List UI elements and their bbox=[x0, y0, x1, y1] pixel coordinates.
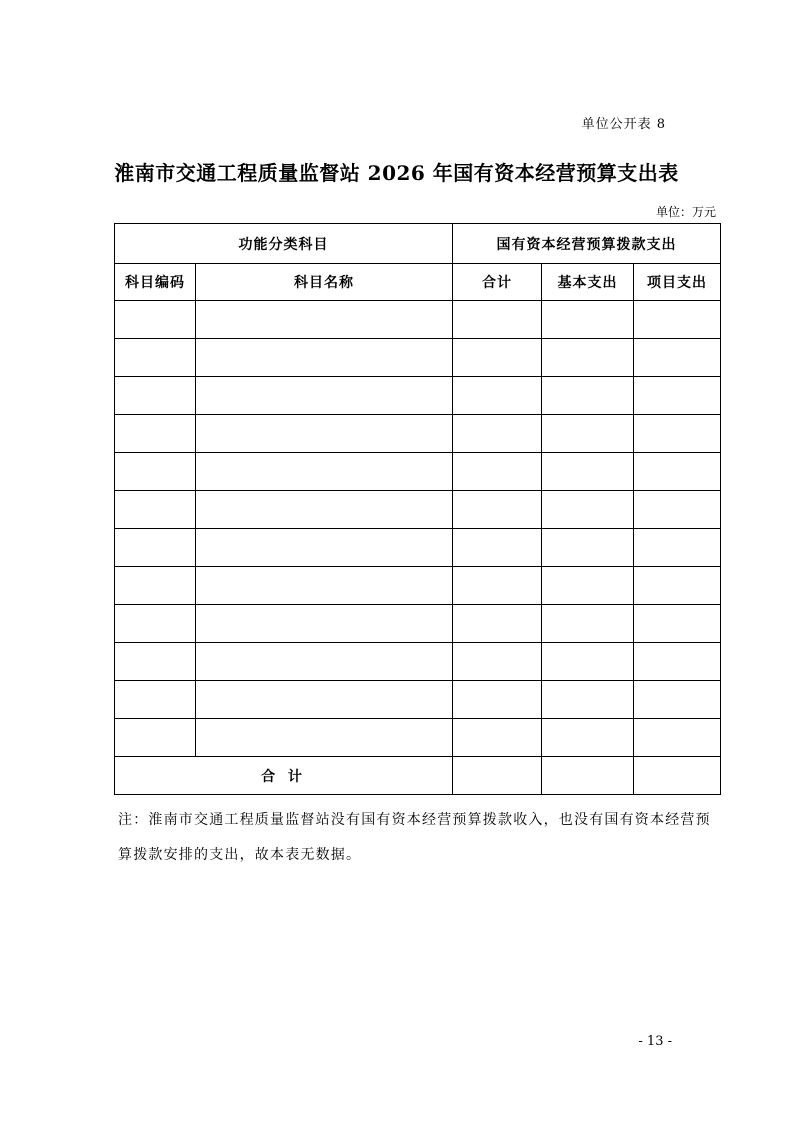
subject-code-cell bbox=[115, 567, 196, 605]
basic-expenditure-cell bbox=[542, 605, 634, 643]
basic-expenditure-cell bbox=[542, 377, 634, 415]
total-row-basic-cell bbox=[542, 757, 634, 795]
table-column-header-row bbox=[115, 264, 721, 301]
unit-label: 单位：万元 bbox=[655, 205, 716, 219]
subject-code-cell bbox=[115, 491, 196, 529]
table-body bbox=[115, 301, 721, 795]
basic-expenditure-cell bbox=[542, 567, 634, 605]
basic-expenditure-cell bbox=[542, 529, 634, 567]
subject-name-cell bbox=[196, 643, 453, 681]
project-expenditure-cell bbox=[634, 377, 721, 415]
total-row-label: 合 计 bbox=[115, 757, 453, 795]
basic-expenditure-header: 基本支出 bbox=[542, 264, 634, 301]
total-cell bbox=[453, 415, 542, 453]
subject-code-cell bbox=[115, 605, 196, 643]
project-expenditure-cell bbox=[634, 605, 721, 643]
subject-name-cell bbox=[196, 681, 453, 719]
table-row bbox=[115, 491, 721, 529]
subject-name-cell bbox=[196, 529, 453, 567]
project-expenditure-cell bbox=[634, 681, 721, 719]
total-cell bbox=[453, 529, 542, 567]
total-cell bbox=[453, 719, 542, 757]
subject-code-header: 科目编码 bbox=[115, 264, 196, 301]
total-cell bbox=[453, 301, 542, 339]
page-number: - 13 - bbox=[638, 1034, 672, 1049]
basic-expenditure-cell bbox=[542, 453, 634, 491]
total-row-total-cell bbox=[453, 757, 542, 795]
table-row bbox=[115, 719, 721, 757]
subject-code-cell bbox=[115, 681, 196, 719]
subject-name-cell bbox=[196, 301, 453, 339]
table-row bbox=[115, 681, 721, 719]
basic-expenditure-cell bbox=[542, 339, 634, 377]
subject-name-cell bbox=[196, 339, 453, 377]
table-row bbox=[115, 643, 721, 681]
subject-name-cell bbox=[196, 453, 453, 491]
basic-expenditure-cell bbox=[542, 719, 634, 757]
table-group-header-row bbox=[115, 224, 721, 264]
total-cell bbox=[453, 377, 542, 415]
project-expenditure-cell bbox=[634, 453, 721, 491]
subject-name-cell bbox=[196, 605, 453, 643]
subject-code-cell bbox=[115, 339, 196, 377]
table-note: 注：淮南市交通工程质量监督站没有国有资本经营预算拨款收入，也没有国有资本经营预算拨款安排的支出，故本表无数据。 bbox=[118, 812, 711, 863]
subject-code-cell bbox=[115, 301, 196, 339]
project-expenditure-header: 项目支出 bbox=[634, 264, 721, 301]
table-row bbox=[115, 567, 721, 605]
total-cell bbox=[453, 681, 542, 719]
expenditure-table bbox=[114, 223, 721, 795]
table-row bbox=[115, 301, 721, 339]
basic-expenditure-cell bbox=[542, 643, 634, 681]
subject-name-cell bbox=[196, 377, 453, 415]
project-expenditure-cell bbox=[634, 491, 721, 529]
table-number-label: 单位公开表 8 bbox=[581, 117, 666, 132]
allocation-expenditure-header: 国有资本经营预算拨款支出 bbox=[453, 224, 721, 264]
subject-name-header: 科目名称 bbox=[196, 264, 453, 301]
total-row bbox=[115, 757, 721, 795]
project-expenditure-cell bbox=[634, 529, 721, 567]
project-expenditure-cell bbox=[634, 339, 721, 377]
project-expenditure-cell bbox=[634, 567, 721, 605]
total-cell bbox=[453, 605, 542, 643]
project-expenditure-cell bbox=[634, 301, 721, 339]
subject-code-cell bbox=[115, 453, 196, 491]
basic-expenditure-cell bbox=[542, 681, 634, 719]
total-cell bbox=[453, 339, 542, 377]
basic-expenditure-cell bbox=[542, 301, 634, 339]
subject-code-cell bbox=[115, 377, 196, 415]
total-row-project-cell bbox=[634, 757, 721, 795]
functional-classification-header: 功能分类科目 bbox=[115, 224, 453, 264]
subject-name-cell bbox=[196, 491, 453, 529]
document-title: 淮南市交通工程质量监督站 2026 年国有资本经营预算支出表 bbox=[114, 161, 679, 185]
basic-expenditure-cell bbox=[542, 491, 634, 529]
subject-code-cell bbox=[115, 529, 196, 567]
table-row bbox=[115, 339, 721, 377]
subject-name-cell bbox=[196, 567, 453, 605]
total-cell bbox=[453, 567, 542, 605]
table-row bbox=[115, 605, 721, 643]
total-cell bbox=[453, 453, 542, 491]
subject-code-cell bbox=[115, 415, 196, 453]
total-header: 合计 bbox=[453, 264, 542, 301]
subject-code-cell bbox=[115, 719, 196, 757]
total-cell bbox=[453, 491, 542, 529]
table-row bbox=[115, 415, 721, 453]
project-expenditure-cell bbox=[634, 719, 721, 757]
total-cell bbox=[453, 643, 542, 681]
project-expenditure-cell bbox=[634, 643, 721, 681]
table-row bbox=[115, 529, 721, 567]
subject-code-cell bbox=[115, 643, 196, 681]
project-expenditure-cell bbox=[634, 415, 721, 453]
basic-expenditure-cell bbox=[542, 415, 634, 453]
subject-name-cell bbox=[196, 719, 453, 757]
table-row bbox=[115, 377, 721, 415]
subject-name-cell bbox=[196, 415, 453, 453]
table-row bbox=[115, 453, 721, 491]
